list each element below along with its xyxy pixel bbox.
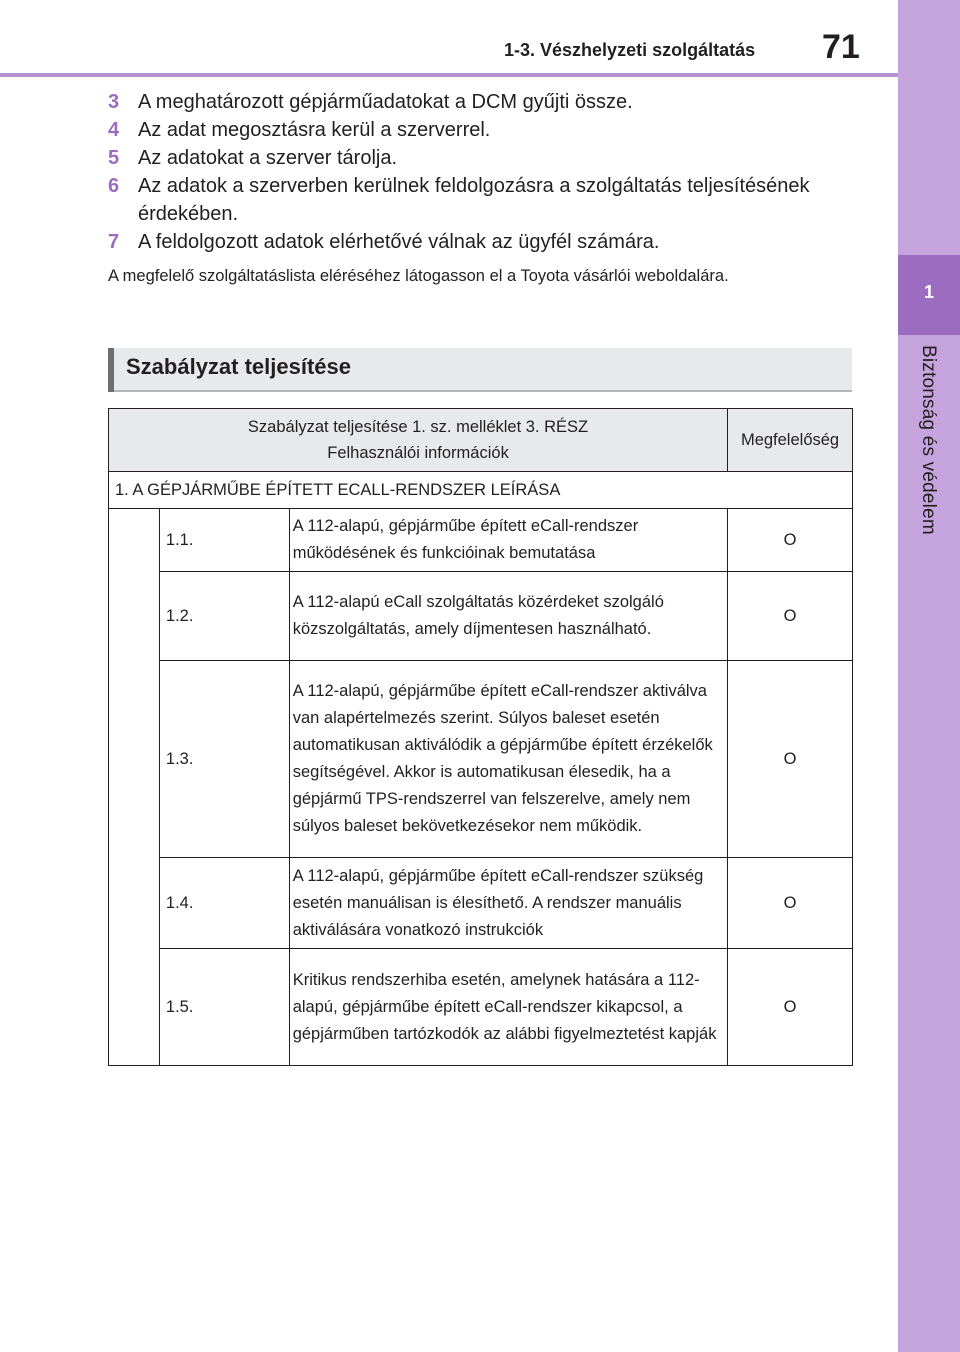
step-number: 6	[108, 175, 120, 197]
step-item	[108, 172, 848, 228]
header-title: 1-3. Vészhelyzeti szolgáltatás	[504, 40, 756, 60]
section-heading-bar	[108, 348, 114, 392]
table-section-row	[109, 472, 853, 509]
step-text: Az adat megosztásra kerül a szerverrel.	[138, 119, 491, 141]
step-text: Az adatok a szerverben kerülnek feldolgozásra a szolgáltatás teljesítésének érdekében.	[138, 175, 810, 225]
chapter-number: 1	[923, 282, 934, 302]
row-text: A 112-alapú eCall szolgáltatás közérdeket szolgáló közszolgáltatás, amely díjmentesen használható.	[289, 572, 727, 661]
section-heading	[108, 348, 852, 392]
step-number: 5	[108, 147, 120, 169]
side-strip	[898, 0, 960, 1352]
header-rule	[0, 73, 898, 77]
table-header-line2: Felhasználói információk	[327, 444, 509, 462]
table-row	[109, 509, 853, 572]
table-row	[109, 949, 853, 1066]
row-number: 1.1.	[159, 509, 289, 572]
row-number: 1.4.	[159, 858, 289, 949]
table-row	[109, 858, 853, 949]
table-header-requirement	[109, 409, 728, 472]
page-number: 71	[822, 28, 860, 66]
row-compliance: O	[728, 661, 853, 858]
row-compliance: O	[728, 949, 853, 1066]
row-text: A 112-alapú, gépjárműbe épített eCall-rendszer szükség esetén manuálisan is élesíthető. A rendszer manuális aktiválására vonatkozó instrukciók	[289, 858, 727, 949]
chapter-label: Biztonság és védelem	[918, 345, 939, 535]
table-section-title: 1. A GÉPJÁRMŰBE ÉPÍTETT ECALL-RENDSZER LEÍRÁSA	[109, 472, 853, 509]
step-text: Az adatokat a szerver tárolja.	[138, 147, 398, 169]
step-number: 3	[108, 91, 120, 113]
step-text: A feldolgozott adatok elérhetővé válnak az ügyfél számára.	[138, 231, 660, 253]
table-blank-cell	[109, 509, 160, 1066]
step-text: A meghatározott gépjárműadatokat a DCM gyűjti össze.	[138, 91, 633, 113]
step-item	[108, 144, 848, 172]
table-header-line1: Szabályzat teljesítése 1. sz. melléklet 3. RÉSZ	[247, 418, 589, 436]
table-row	[109, 572, 853, 661]
step-number: 4	[108, 119, 120, 141]
step-number: 7	[108, 231, 120, 253]
row-compliance: O	[728, 509, 853, 572]
row-text: A 112-alapú, gépjárműbe épített eCall-rendszer aktiválva van alapértelmezés szerint. Súlyos baleset esetén automatikusan aktiválódik a gépjárműbe épített érzékelők segítségével. Akkor is automatikusan élesedik, ha a gépjármű TPS-rendszerrel van felszerelve, amely nem súlyos baleset bekövetkezésekor nem működik.	[289, 661, 727, 858]
step-item	[108, 228, 848, 256]
step-list	[108, 88, 848, 256]
step-item	[108, 116, 848, 144]
section-title: Szabályzat teljesítése	[126, 354, 352, 379]
table-header-row	[109, 409, 853, 472]
step-item	[108, 88, 848, 116]
compliance-table	[108, 408, 853, 1066]
row-number: 1.2.	[159, 572, 289, 661]
row-number: 1.5.	[159, 949, 289, 1066]
row-number: 1.3.	[159, 661, 289, 858]
table-row	[109, 661, 853, 858]
row-text: A 112-alapú, gépjárműbe épített eCall-rendszer működésének és funkcióinak bemutatása	[289, 509, 727, 572]
table-header-compliance: Megfelelőség	[728, 409, 853, 472]
row-compliance: O	[728, 572, 853, 661]
row-text: Kritikus rendszerhiba esetén, amelynek hatására a 112-alapú, gépjárműbe épített eCall-rendszer kikapcsol, a gépjárműben tartózkodók az alábbi figyelmeztetést kapják	[289, 949, 727, 1066]
row-compliance: O	[728, 858, 853, 949]
note-text: A megfelelő szolgáltatáslista eléréséhez látogasson el a Toyota vásárlói weboldalára.	[108, 267, 729, 285]
